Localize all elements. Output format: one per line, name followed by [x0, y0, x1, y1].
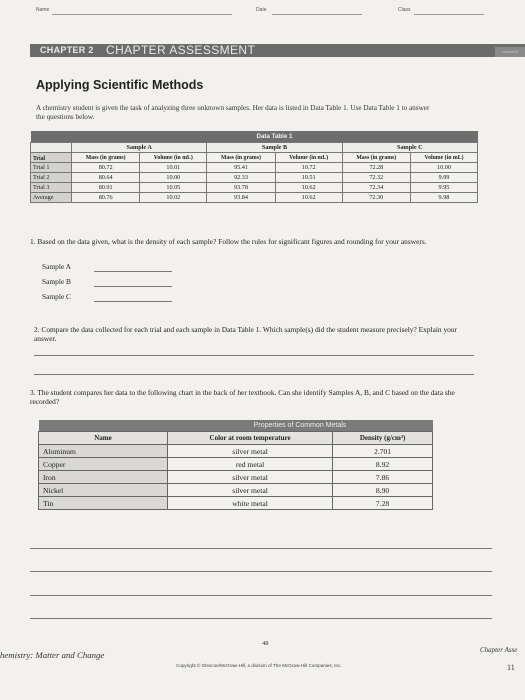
question-3	[30, 388, 470, 406]
cell: 80.64	[72, 173, 140, 183]
row-label: Average	[31, 193, 72, 203]
question-1-number: 1.	[30, 237, 36, 246]
table-row	[31, 193, 478, 203]
data-table-caption: Data Table 1	[72, 131, 478, 143]
col-color: Color at room temperature	[168, 432, 333, 445]
sample-c-label: Sample C	[42, 292, 71, 301]
question-3-number: 3.	[30, 388, 36, 397]
metal-color: red metal	[168, 458, 333, 471]
metal-density: 7.28	[333, 497, 433, 510]
cell: 80.72	[72, 163, 140, 173]
sample-b-answer[interactable]	[94, 286, 172, 287]
question-2-answer-line[interactable]	[34, 355, 474, 356]
footer-chapter-label: Chapter Asse	[480, 646, 518, 654]
cell: 72.30	[342, 193, 410, 203]
cell: 9.95	[410, 183, 477, 193]
cell: 10.62	[275, 183, 342, 193]
cell: 80.76	[72, 193, 140, 203]
table-row	[39, 497, 433, 510]
metal-name: Iron	[39, 471, 168, 484]
intro-text: A chemistry student is given the task of analyzing three unknown samples. Her data is listed in Data Table 1. Use Data Table 1 to answer the questions below.	[36, 104, 430, 121]
cell: 9.99	[410, 173, 477, 183]
col-volume-a: Volume (in mL)	[140, 153, 207, 163]
cell: 95.41	[207, 163, 275, 173]
footer-book-title: hemistry: Matter and Change	[0, 650, 105, 660]
cell: 10.62	[275, 193, 342, 203]
question-1-text: Based on the data given, what is the density of each sample? Follow the rules for significant figures and rounding for your answers.	[37, 237, 427, 246]
sample-a-label: Sample A	[42, 262, 71, 271]
metal-name: Nickel	[39, 484, 168, 497]
table-row	[31, 173, 478, 183]
trial-header: Trial	[31, 153, 72, 163]
question-1	[30, 237, 440, 246]
question-2-number: 2.	[34, 325, 40, 334]
banner-badge: continued	[495, 47, 525, 57]
sample-c-header: Sample C	[342, 143, 477, 153]
cell: 93.78	[207, 183, 275, 193]
table-row	[31, 163, 478, 173]
cell: 10.02	[140, 193, 207, 203]
metal-color: silver metal	[168, 484, 333, 497]
footer-page-number: 48	[262, 640, 269, 647]
row-label: Trial 3	[31, 183, 72, 193]
table-row	[39, 471, 433, 484]
cell: 80.91	[72, 183, 140, 193]
col-volume-b: Volume (in mL)	[275, 153, 342, 163]
cell: 93.84	[207, 193, 275, 203]
question-2-text: Compare the data collected for each trial and each sample in Data Table 1. Which sample(s) did the student measure precisely? Explain your answer.	[34, 325, 458, 343]
date-label: Date	[256, 7, 267, 13]
cell: 72.32	[342, 173, 410, 183]
cell: 10.05	[140, 183, 207, 193]
metal-color: silver metal	[168, 445, 333, 458]
cell: 92.33	[207, 173, 275, 183]
question-2-answer-line[interactable]	[34, 374, 474, 375]
sample-c-answer[interactable]	[94, 301, 172, 302]
chapter-assessment-heading: CHAPTER ASSESSMENT	[106, 43, 256, 57]
question-3-answer-line[interactable]	[30, 571, 492, 572]
table-row	[31, 183, 478, 193]
question-3-text: The student compares her data to the following chart in the back of her textbook. Can she identify Samples A, B, and C based on the data she recorded?	[30, 388, 455, 406]
question-3-answer-line[interactable]	[30, 618, 492, 619]
metal-density: 2.701	[333, 445, 433, 458]
cell: 72.28	[342, 163, 410, 173]
name-field-line[interactable]	[52, 14, 232, 15]
properties-caption: Properties of Common Metals	[168, 420, 433, 432]
cell: 10.51	[275, 173, 342, 183]
properties-table	[38, 420, 433, 510]
cell: 10.00	[140, 173, 207, 183]
chapter-banner	[30, 44, 525, 57]
metal-density: 8.90	[333, 484, 433, 497]
col-mass-b: Mass (in grams)	[207, 153, 275, 163]
col-volume-c: Volume (in mL)	[410, 153, 477, 163]
metal-name: Copper	[39, 458, 168, 471]
date-field-line[interactable]	[272, 14, 362, 15]
class-label: Class	[398, 7, 411, 13]
cell: 10.01	[140, 163, 207, 173]
col-mass-c: Mass (in grams)	[342, 153, 410, 163]
metal-color: silver metal	[168, 471, 333, 484]
table-row	[39, 484, 433, 497]
col-density: Density (g/cm³)	[333, 432, 433, 445]
metal-density: 8.92	[333, 458, 433, 471]
metal-color: white metal	[168, 497, 333, 510]
footer-corner-number: 11	[507, 663, 515, 672]
cell: 10.00	[410, 163, 477, 173]
table-row	[39, 458, 433, 471]
sample-a-header: Sample A	[72, 143, 207, 153]
col-mass-a: Mass (in grams)	[72, 153, 140, 163]
footer-copyright: Copyright © Glencoe/McGraw-Hill, a division of The McGraw-Hill Companies, Inc.	[176, 663, 342, 668]
chapter-number: CHAPTER 2	[40, 45, 94, 55]
section-title: Applying Scientific Methods	[36, 78, 204, 92]
metal-name: Tin	[39, 497, 168, 510]
cell: 72.34	[342, 183, 410, 193]
class-field-line[interactable]	[414, 14, 484, 15]
question-3-answer-line[interactable]	[30, 595, 492, 596]
row-label: Trial 1	[31, 163, 72, 173]
sample-a-answer[interactable]	[94, 271, 172, 272]
question-3-answer-line[interactable]	[30, 548, 492, 549]
table-row	[39, 445, 433, 458]
metal-density: 7.86	[333, 471, 433, 484]
sample-b-header: Sample B	[207, 143, 342, 153]
sample-b-label: Sample B	[42, 277, 71, 286]
col-name: Name	[39, 432, 168, 445]
metal-name: Aluminum	[39, 445, 168, 458]
name-label: Name	[36, 7, 50, 13]
row-label: Trial 2	[31, 173, 72, 183]
data-table-1	[30, 131, 478, 203]
cell: 9.98	[410, 193, 477, 203]
cell: 10.72	[275, 163, 342, 173]
question-2	[34, 325, 459, 343]
